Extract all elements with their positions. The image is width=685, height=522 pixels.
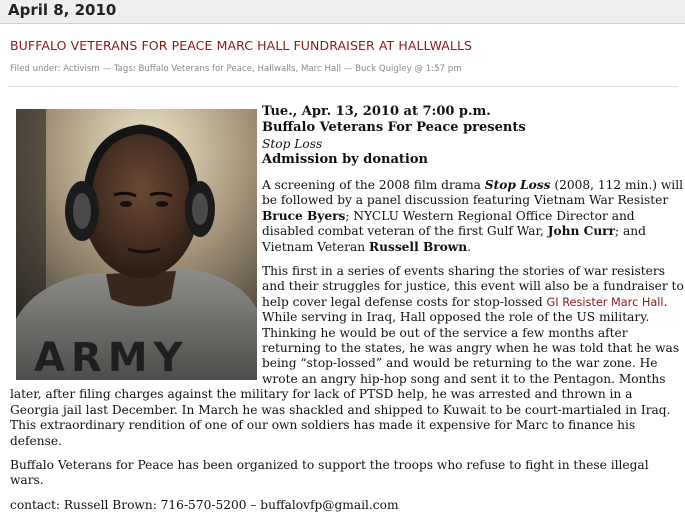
film-title: Stop Loss: [484, 178, 551, 192]
divider: [8, 86, 678, 87]
text: This first in a series of events sharing the stories of war resisters and their struggles for justice, this event will also be a fundraiser to help cover legal defense costs for stop-lossed: [262, 264, 684, 309]
text: . While serving in Iraq, Hall opposed the role of the US military. Thinking he would be out of the service a few months after returning to the states, he was angry when he was told that he was being “stop-lossed” and would be returning to the war zone. He wrote an angry hip-hop song and sent it to the Pentagon. Months later, after filing charges against the military for lack of PTSD help, he was arrested and thrown in a Georgia jail last December. In March he was shackled and shipped to Kuwait to be court-martialed in Iraq. This extraordinary rendition of one of our own soldiers has made it expensive for Marc to finance his defense.: [10, 294, 680, 448]
text: (2008, 112 min.) will be followed by a panel discussion featuring Vietnam War Resister: [262, 178, 683, 208]
text: .: [467, 239, 472, 254]
filed-under-label: Filed under:: [10, 64, 64, 74]
tags-label: — Tags:: [99, 64, 139, 74]
post-title-link[interactable]: BUFFALO VETERANS FOR PEACE MARC HALL FUNDRAISER AT HALLWALLS: [10, 38, 473, 53]
date-header-bar: [0, 0, 685, 24]
post-meta: [10, 64, 462, 74]
post-time: @ 1:57 pm: [411, 64, 462, 74]
tag-separator: ,: [252, 64, 258, 74]
image-float: [10, 104, 262, 381]
event-admission: Admission by donation: [262, 152, 428, 167]
tag-separator: ,: [295, 64, 301, 74]
panelist-name: Russell Brown: [368, 239, 468, 254]
panelist-name: John Curr: [547, 224, 616, 239]
event-presenter: Buffalo Veterans For Peace presents: [262, 120, 526, 135]
text: ; NYCLU Western Regional Office Director and disabled combat veteran of the first Gulf War,: [262, 208, 635, 239]
event-film: Stop Loss: [262, 137, 323, 151]
category-link-activism[interactable]: Activism: [63, 64, 100, 74]
event-datetime: Tue., Apr. 13, 2010 at 7:00 p.m.: [262, 104, 491, 119]
tag-link[interactable]: Marc Hall: [301, 64, 341, 74]
author-separator: —: [341, 64, 356, 74]
panelist-name: Bruce Byers: [262, 208, 346, 223]
author-link[interactable]: Buck Quigley: [355, 64, 412, 74]
shirt-print: ARMY: [34, 335, 189, 380]
post-date: April 8, 2010: [8, 1, 117, 19]
tag-link[interactable]: Buffalo Veterans for Peace: [138, 64, 252, 74]
paragraph-organization: Buffalo Veterans for Peace has been organized to support the troops who refuse to fight in these illegal wars.: [10, 457, 649, 488]
text: ; and Vietnam Veteran: [262, 224, 646, 254]
contact-line: contact: Russell Brown: 716-570-5200 – buffalovfp@gmail.com: [10, 497, 399, 512]
text: A screening of the 2008 film drama: [262, 178, 485, 192]
tag-link[interactable]: Hallwalls: [257, 64, 296, 74]
marc-hall-link[interactable]: GI Resister Marc Hall: [546, 295, 664, 309]
post-body: [10, 104, 684, 522]
